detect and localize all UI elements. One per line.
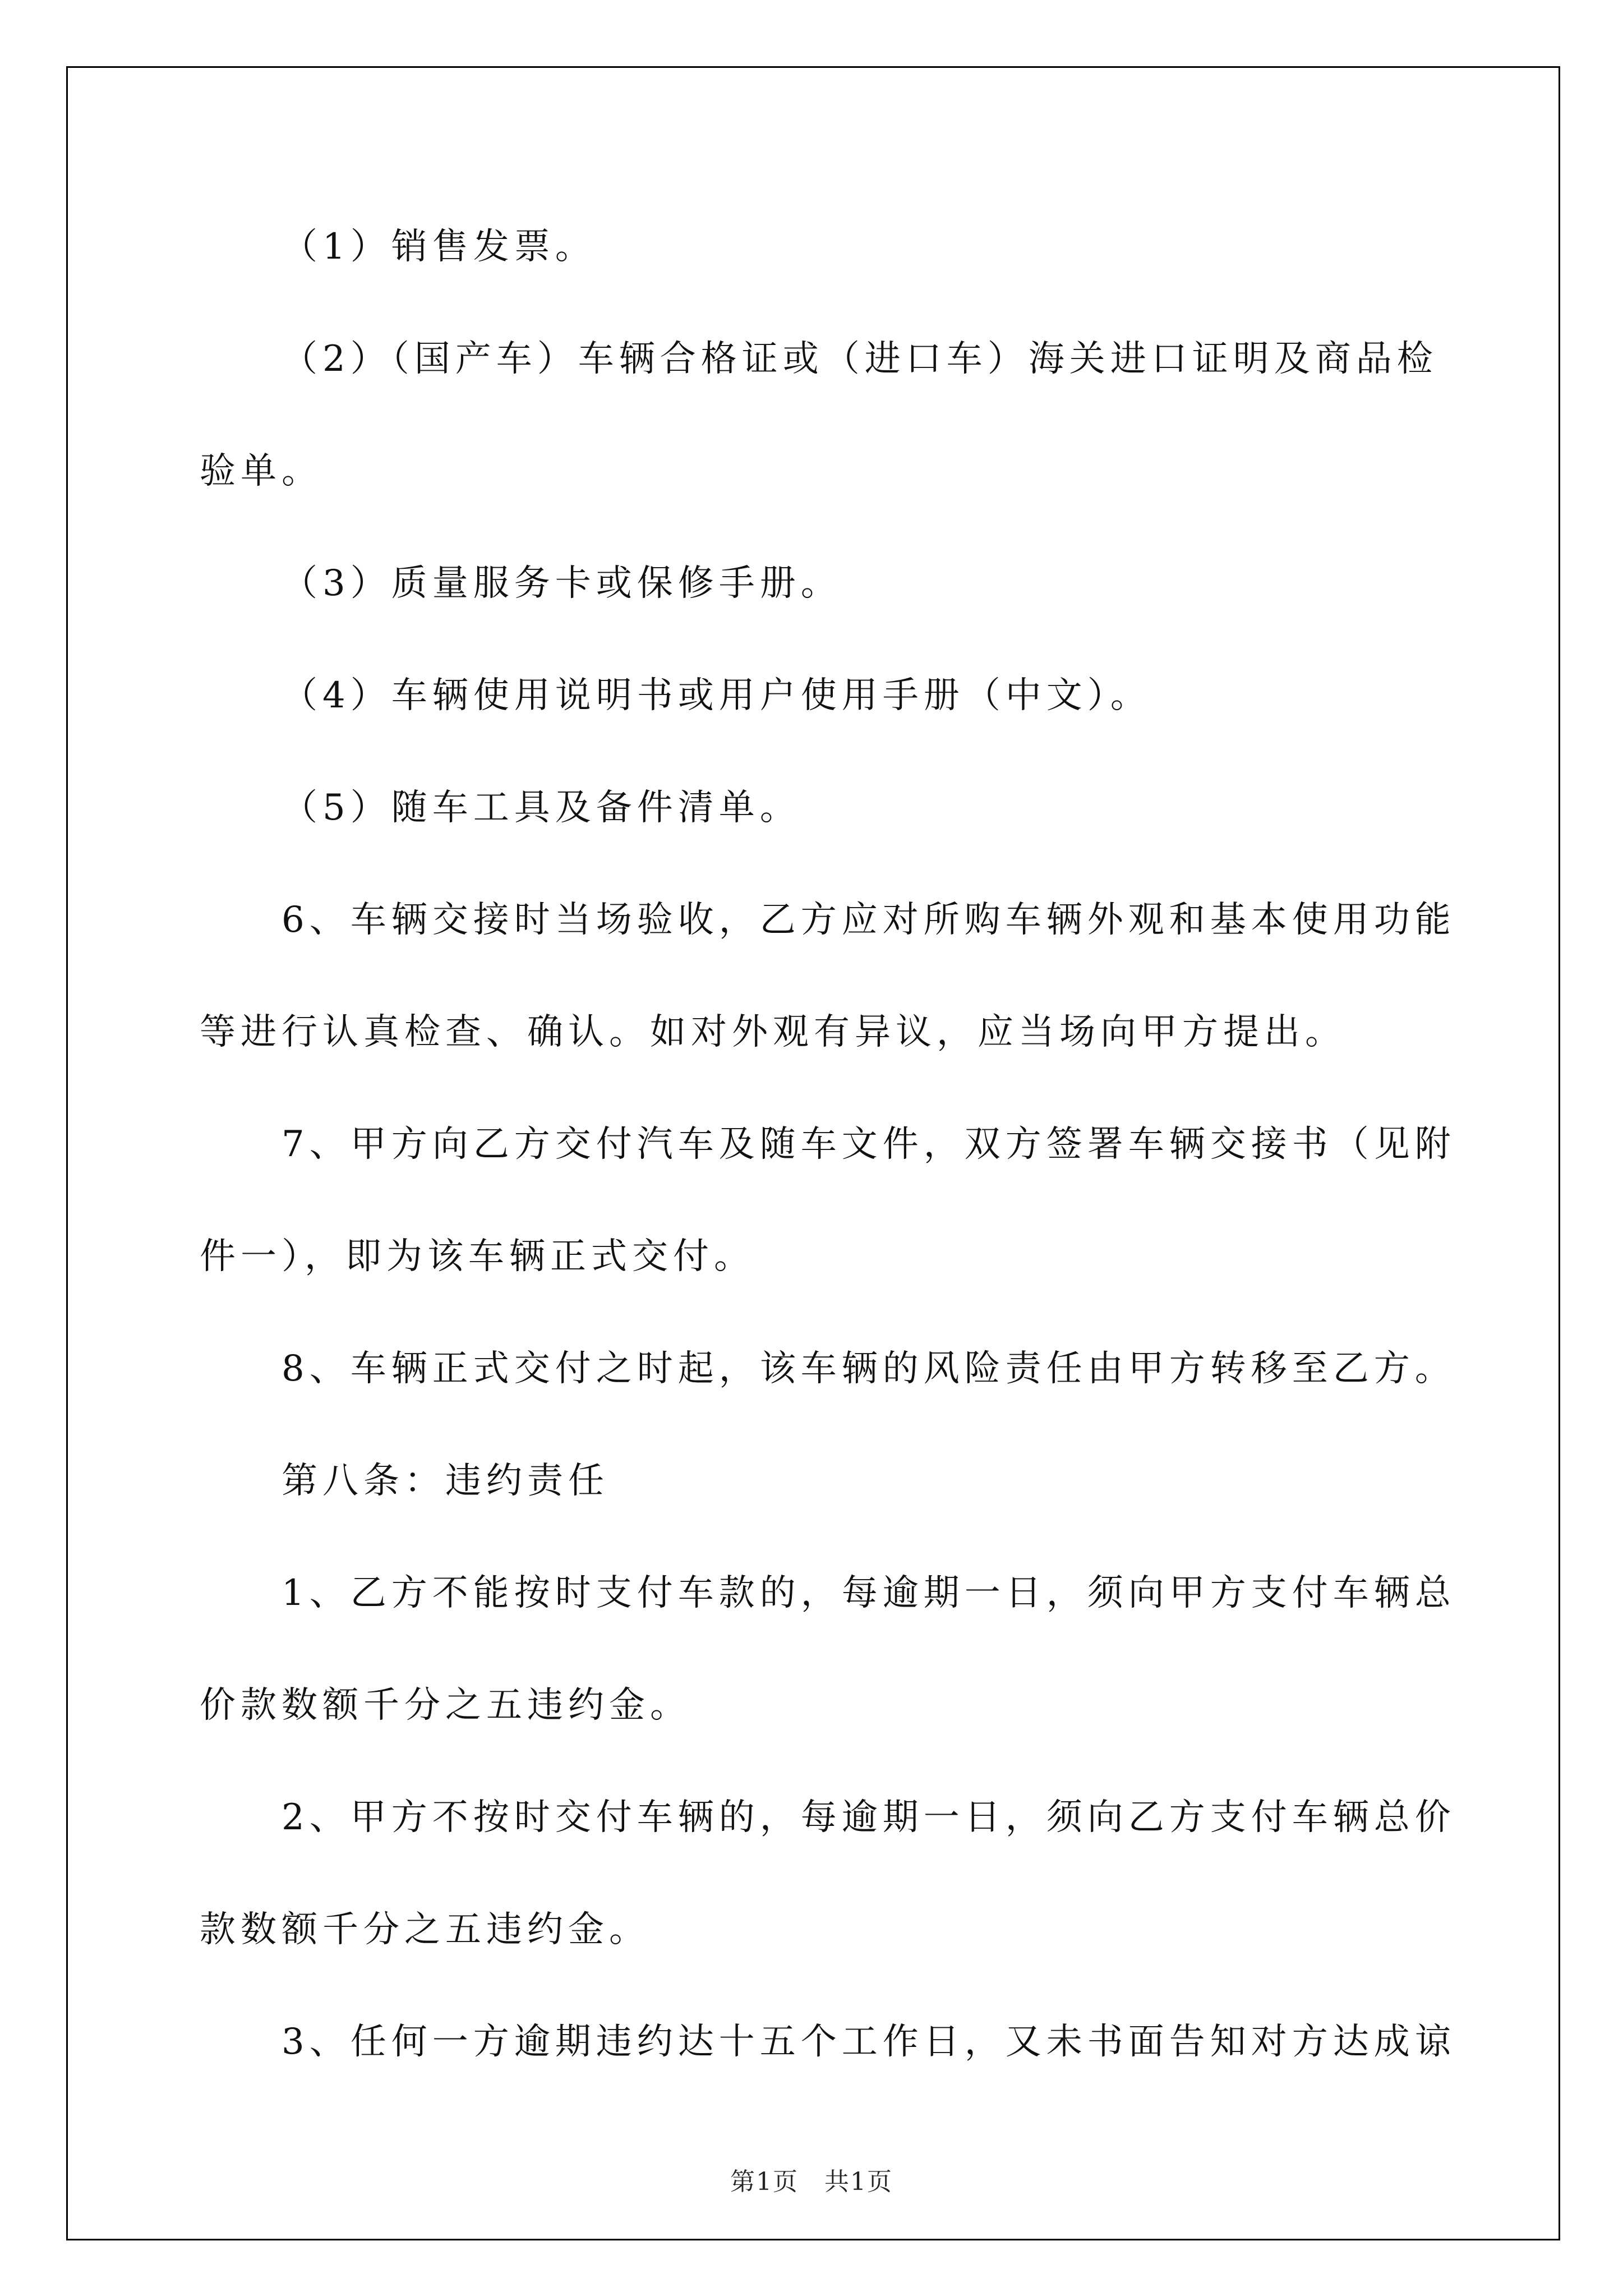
page-number-footer: 第1页 共1页 (730, 2168, 893, 2196)
text-line: 2、甲方不按时交付车辆的，每逾期一日，须向乙方支付车辆总价 (282, 1797, 1456, 1838)
text-line: 7、甲方向乙方交付汽车及随车文件，双方签署车辆交接书（见附 (282, 1124, 1456, 1165)
text-line: 件一），即为该车辆正式交付。 (200, 1236, 755, 1277)
text-line: 价款数额千分之五违约金。 (200, 1685, 691, 1726)
text-line: （2）（国产车）车辆合格证或（进口车）海关进口证明及商品检 (282, 338, 1438, 380)
text-line: 验单。 (200, 450, 322, 492)
text-line: 1、乙方不能按时支付车款的，每逾期一日，须向甲方支付车辆总 (282, 1572, 1456, 1614)
text-line: 等进行认真检查、确认。如对外观有异议，应当场向甲方提出。 (200, 1011, 1346, 1053)
text-line: 6、车辆交接时当场验收，乙方应对所购车辆外观和基本使用功能 (282, 899, 1456, 941)
text-line: 款数额千分之五违约金。 (200, 1909, 650, 1950)
text-line: （1）销售发票。 (282, 226, 596, 268)
text-line: 8、车辆正式交付之时起，该车辆的风险责任由甲方转移至乙方。 (282, 1348, 1456, 1389)
text-line: （5）随车工具及备件清单。 (282, 787, 801, 829)
text-line: （3）质量服务卡或保修手册。 (282, 563, 842, 604)
text-line: 3、任何一方逾期违约达十五个工作日，又未书面告知对方达成谅 (282, 2021, 1456, 2063)
section-heading: 第八条：违约责任 (282, 1460, 609, 1502)
text-line: （4）车辆使用说明书或用户使用手册（中文）。 (282, 675, 1151, 716)
